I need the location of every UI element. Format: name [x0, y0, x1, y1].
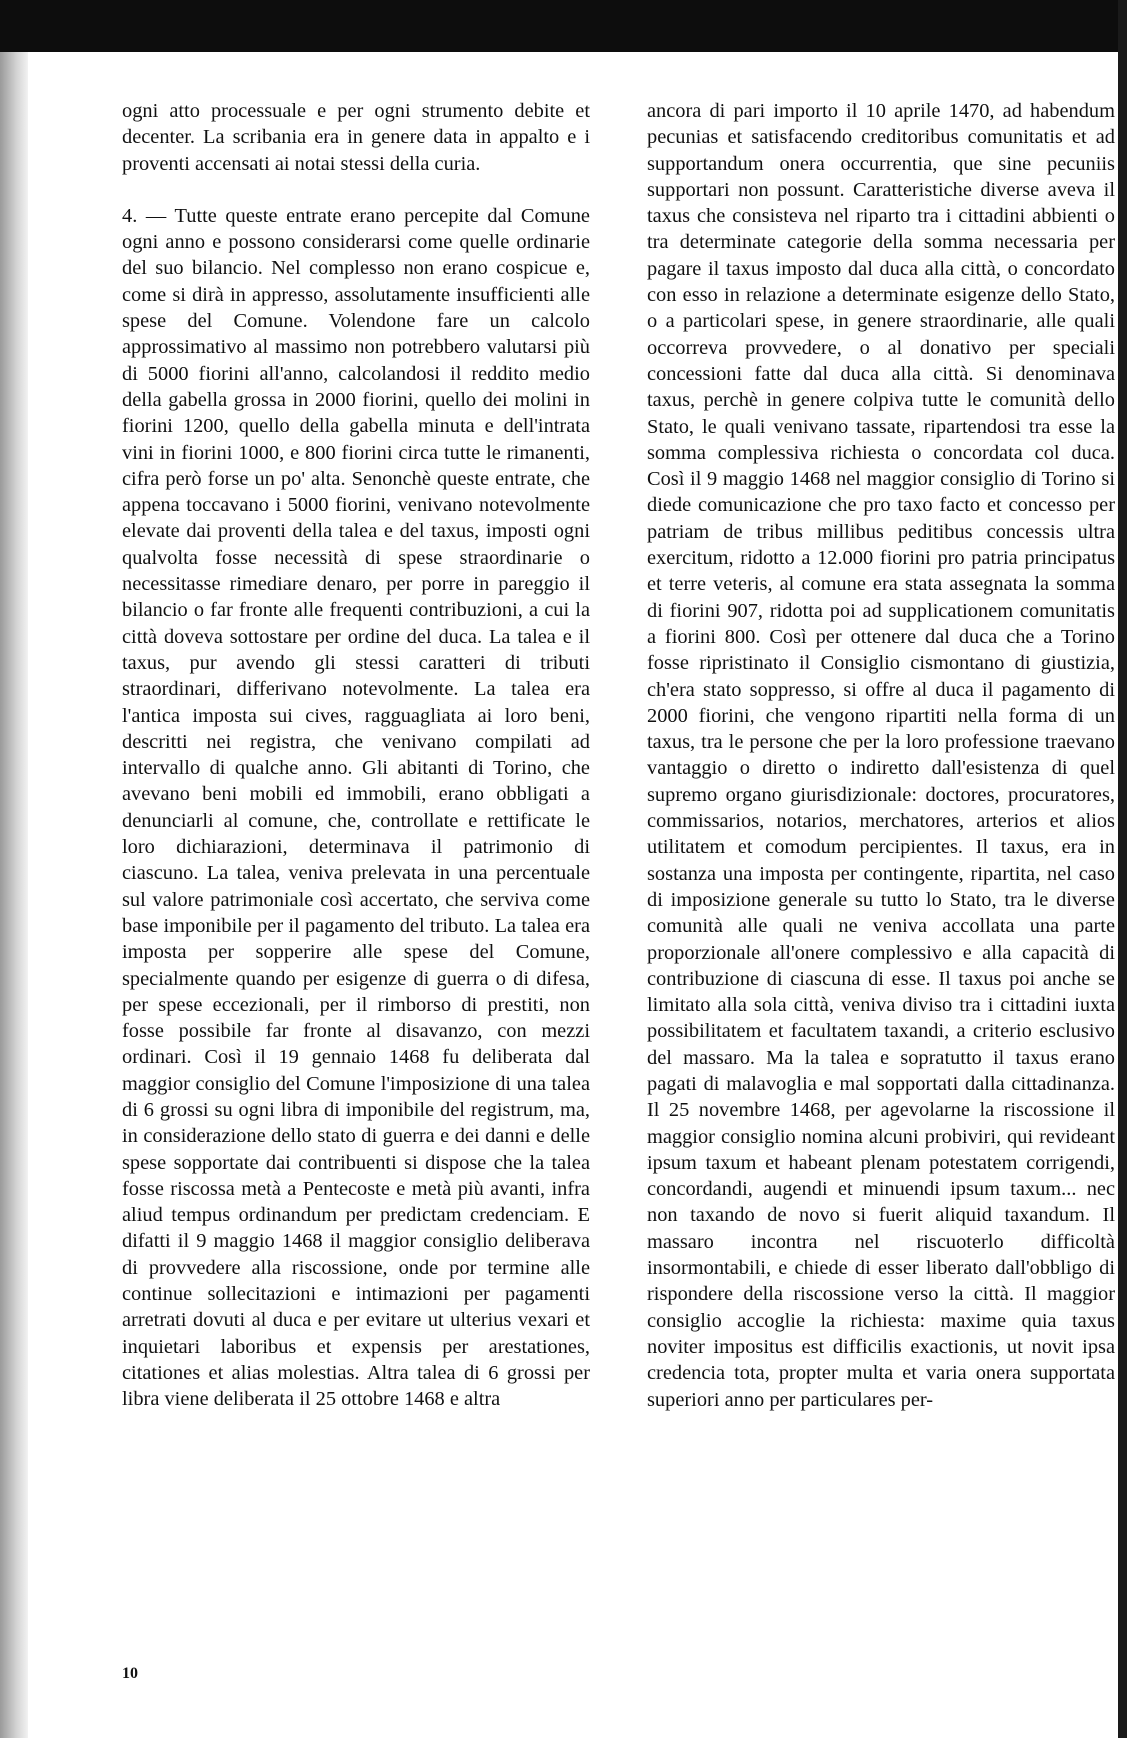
- scan-binding-shadow: [0, 52, 28, 1738]
- paragraph: ogni atto processuale e per ogni strumento debite et decenter. La scribania era in genere data in appalto e i proventi accensati ai notai stessi della curia.: [122, 100, 590, 175]
- scan-top-border: [0, 0, 1127, 52]
- scan-right-border: [1118, 0, 1127, 1738]
- paragraph: ancora di pari importo il 10 aprile 1470, ad habendum pecunias et satisfacendo creditoribus comunitatis et ad supportandum onera occurrentia, que sine pecuniis supportari non possunt. Caratteristiche diverse aveva il taxus che consisteva nel riparto tra i cittadini abbienti o tra determinate categorie della somma necessaria per pagare il taxus imposto dal duca alla città, o concordato con esso in relazione a determinate esigenze dello Stato, o a particolari spese, in genere straordinarie, alle quali occorreva provvedere, o al donativo per speciali concessioni fatte dal duca alla città. Si denominava taxus, perchè in genere colpiva tutte le comunità dello Stato, le quali venivano tassate, ripartendosi tra esse la somma complessiva richiesta o concordata col duca. Così il 9 maggio 1468 nel maggior consiglio di Torino si diede comunicazione che pro taxo facto et concesso per patriam de tribus millibus peditibus concessis ultra exercitum, ridotto a 12.000 fiorini pro patria principatus et terre veteris, al comune era stata assegnata la somma di fiorini 907, ridotta poi ad supplicationem comunitatis a fiorini 800. Così per ottenere dal duca che a Torino fosse ripristinato il Consiglio cismontano di giustizia, ch'era stato soppresso, si offre al duca il pagamento di 2000 fiorini, che vengono ripartiti nella forma di un taxus, tra le persone che per la loro professione traevano vantaggio o diretto o indiretto dall'esistenza di quel supremo organo giurisdizionale: doctores, procuratores, commissarios, notarios, merchatores, arterios et alios utilitatem et comodum percipientes. Il taxus, era in sostanza una imposta per contingente, ripartita, nel caso di imposizione generale su tutto lo Stato, tra le diverse comunità alle quali ne veniva accollata una parte proporzionale all'onere complessivo e alla capacità di contribuzione di ciascuna di esse. Il taxus poi anche se limitato alla sola città, veniva diviso tra i cittadini iuxta possibilitatem et facultatem taxandi, a criterio esclusivo del massaro. Ma la talea e sopratutto il taxus erano pagati di malavoglia e mal sopportati dalla cittadinanza. Il 25 novembre 1468, per agevolarne la riscossione il maggior consiglio nomina alcuni probiviri, qui revideant ipsum taxum et habeant plenam potestatem corrigendi, concordandi, augendi et minuendi ipsum taxum... nec non taxando de novo si fuerit aliquid taxandum. Il massaro incontra nel riscuoterlo difficoltà insormontabili, e chiede di esser liberato dall'obbligo di rispondere della riscossione verso la città. Il maggior consiglio accoglie la richiesta: maxime quia taxus noviter impositus est difficilis exactionis, ut novit ipsa credencia tota, propter multa et varia onera supportata superiori anno per particulares per-: [647, 100, 1115, 1411]
- page-number: 10: [122, 1665, 138, 1682]
- paragraph-section-4: 4. — Tutte queste entrate erano percepite dal Comune ogni anno e possono considerarsi come quelle ordinarie del suo bilancio. Nel complesso non erano cospicue e, come si dirà in appresso, assolutamente insufficienti alle spese del Comune. Volendone fare un calcolo approssimativo al massimo non potrebbero valutarsi più di 5000 fiorini all'anno, calcolandosi il reddito medio della gabella grossa in 2000 fiorini, quello dei molini in fiorini 1200, quello della gabella minuta e dell'intrata vini in fiorini 1000, e 800 fiorini circa tutte le rimanenti, cifra però forse un po' alta. Senonchè queste entrate, che appena toccavano i 5000 fiorini, venivano notevolmente elevate dai proventi della talea e del taxus, imposti ogni qualvolta fosse necessità di spese straordinarie o necessitasse rimediare denaro, per porre in pareggio il bilancio o far fronte alle frequenti contribuzioni, a cui la città doveva sottostare per ordine del duca. La talea e il taxus, pur avendo gli stessi caratteri di tributi straordinari, differivano notevolmente. La talea era l'antica imposta sui cives, ragguagliata ai loro beni, descritti nei registra, che venivano compilati ad intervallo di qualche anno. Gli abitanti di Torino, che avevano beni mobili ed immobili, erano obbligati a denunciarli al comune, che, controllate e rettificate le loro dichiarazioni, determinava il patrimonio di ciascuno. La talea, veniva prelevata in una percentuale sul valore patrimoniale così accertato, che serviva come base imponibile per il pagamento del tributo. La talea era imposta per sopperire alle spese del Comune, specialmente quando per esigenze di guerra o di difesa, per spese eccezionali, per il rimborso di prestiti, non fosse possibile far fronte al disavanzo, con mezzi ordinari. Così il 19 gennaio 1468 fu deliberata dal maggior consiglio del Comune l'imposizione di una talea di 6 grossi su ogni libra di imponibile del registrum, ma, in considerazione dello stato di guerra e dei danni e delle spese sopportate dai contribuenti si dispose che la talea fosse riscossa metà a Pentecoste e metà più avanti, infra aliud tempus ordinandum per predictam credenciam. E difatti il 9 maggio 1468 il maggior consiglio deliberava di provvedere alla riscossione, onde por termine alle continue sollecitazioni e intimazioni per pagamenti arretrati dovuti al duca e per evitare ut ulterius vexari et inquietari laboribus et expensis per arestationes, citationes et alias molestias. Altra talea di 6 grossi per libra viene deliberata il 25 ottobre 1468 e altra: [122, 204, 590, 1411]
- right-text-column: [647, 98, 1115, 1413]
- left-text-column: [122, 98, 590, 1413]
